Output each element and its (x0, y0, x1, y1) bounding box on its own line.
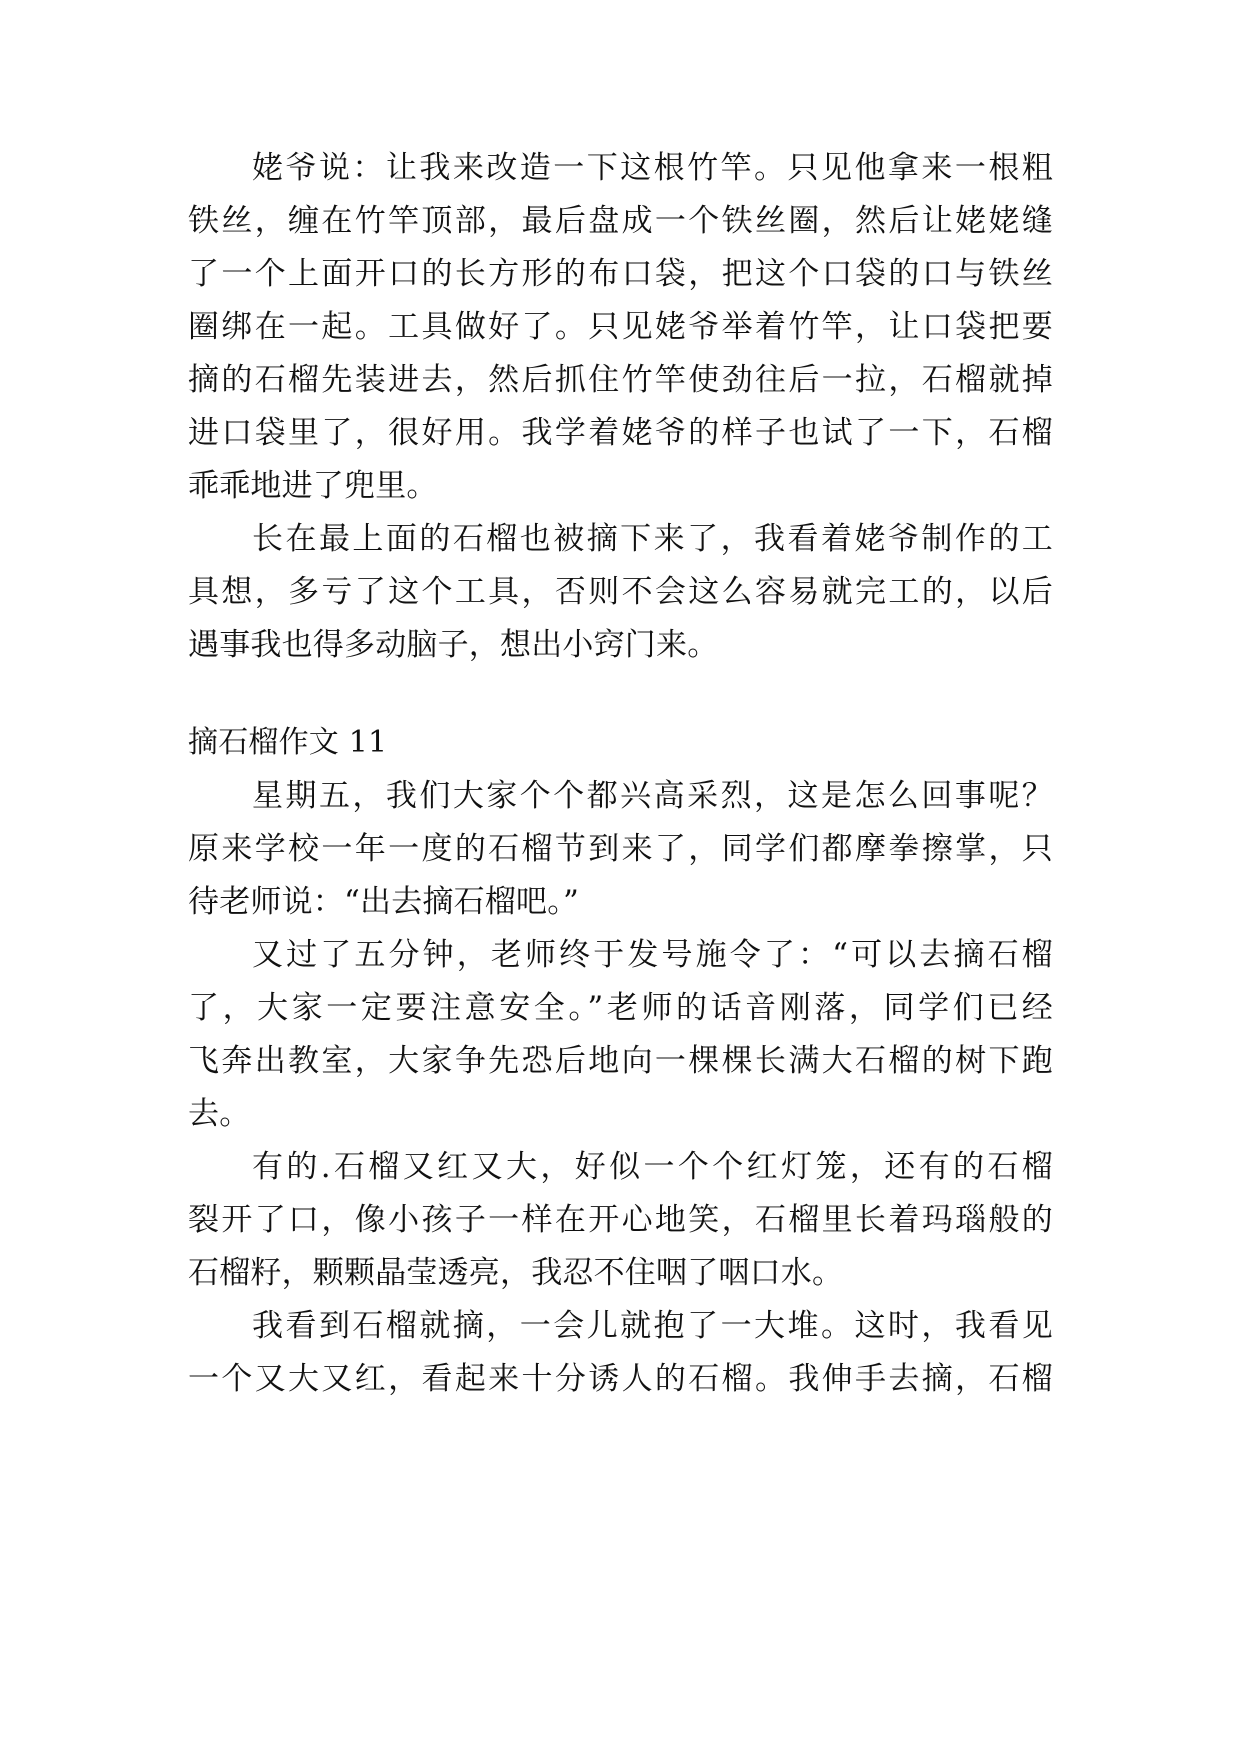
text-line: 遇事我也得多动脑子，想出小窍门来。 (188, 627, 719, 663)
text-line: 摘的石榴先装进去，然后抓住竹竿使劲往后一拉，石榴就掉 (188, 362, 1053, 398)
text-line: 了一个上面开口的长方形的布口袋，把这个口袋的口与铁丝 (188, 256, 1053, 292)
text-line: 去。 (188, 1096, 251, 1132)
text-line: 进口袋里了，很好用。我学着姥爷的样子也试了一下，石榴 (188, 415, 1053, 451)
text-line: 我看到石榴就摘，一会儿就抱了一大堆。这时，我看见 (252, 1308, 1053, 1344)
text-line: 圈绑在一起。工具做好了。只见姥爷举着竹竿，让口袋把要 (188, 309, 1053, 345)
text-line: 有的.石榴又红又大，好似一个个红灯笼，还有的石榴 (252, 1149, 1053, 1185)
section-heading: 摘石榴作文 11 (188, 725, 388, 760)
text-line: 石榴籽，颗颗晶莹透亮，我忍不住咽了咽口水。 (188, 1255, 844, 1291)
text-line: 了，大家一定要注意安全。”老师的话音刚落，同学们已经 (188, 990, 1053, 1026)
text-line: 飞奔出教室，大家争先恐后地向一棵棵长满大石榴的树下跑 (188, 1043, 1053, 1079)
text-line: 铁丝，缠在竹竿顶部，最后盘成一个铁丝圈，然后让姥姥缝 (188, 203, 1053, 239)
text-line: 裂开了口，像小孩子一样在开心地笑，石榴里长着玛瑙般的 (188, 1202, 1053, 1238)
text-line: 又过了五分钟，老师终于发号施令了：“可以去摘石榴 (252, 937, 1053, 973)
text-line: 乖乖地进了兜里。 (188, 468, 438, 504)
text-line: 一个又大又红，看起来十分诱人的石榴。我伸手去摘，石榴 (188, 1361, 1053, 1397)
text-line: 星期五，我们大家个个都兴高采烈，这是怎么回事呢？ (252, 778, 1053, 814)
text-line: 待老师说：“出去摘石榴吧。” (188, 884, 579, 920)
text-line: 原来学校一年一度的石榴节到来了，同学们都摩拳擦掌，只 (188, 831, 1053, 867)
text-line: 具想，多亏了这个工具，否则不会这么容易就完工的，以后 (188, 574, 1053, 610)
text-line: 姥爷说：让我来改造一下这根竹竿。只见他拿来一根粗 (252, 150, 1053, 186)
text-line: 长在最上面的石榴也被摘下来了，我看着姥爷制作的工 (252, 521, 1053, 557)
